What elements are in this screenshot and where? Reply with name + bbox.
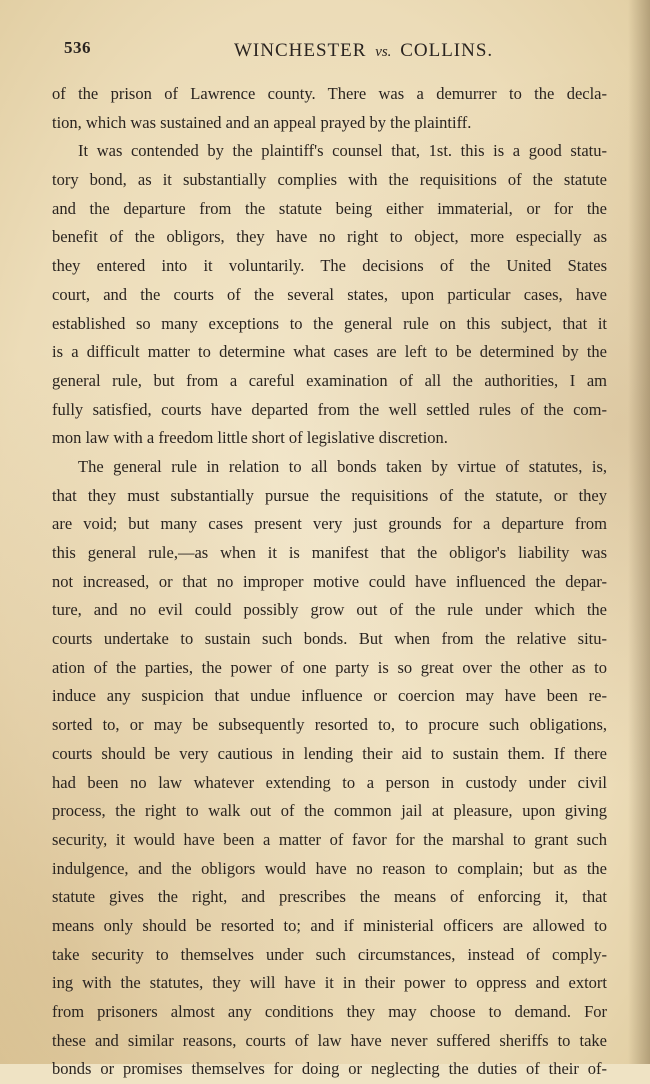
text-line: ation of the parties, the power of one party is so great over the other as to (52, 657, 607, 677)
text-line: take security to themselves under such circumstances, instead of comply- (52, 944, 607, 964)
text-line: process, the right to walk out of the common jail at pleasure, upon giving (52, 801, 607, 821)
text-line: general rule, but from a careful examination of all the authorities, I am (52, 370, 607, 390)
text-line: indulgence, and the obligors would have no reason to complain; but as the (52, 858, 607, 878)
text-line: bonds or promises themselves for doing or neglecting the duties of their of- (52, 1059, 607, 1079)
text-line: established so many exceptions to the general rule on this subject, that it (52, 313, 607, 333)
title-defendant: COLLINS. (400, 40, 494, 61)
text-line: sorted to, or may be subsequently resorted to, to procure such obligations, (52, 715, 607, 735)
body-text (52, 80, 607, 1084)
text-line: It was contended by the plaintiff's counsel that, 1st. this is a good statu- (78, 141, 607, 161)
text-line: of the prison of Lawrence county. There was a demurrer to the decla- (52, 84, 607, 103)
text-line: that they must substantially pursue the requisitions of the statute, or they (52, 485, 607, 505)
page-number: 536 (64, 38, 91, 57)
text-line: benefit of the obligors, they have no right to object, more especially as (52, 227, 607, 247)
text-line: security, it would have been a matter of favor for the marshal to grant such (52, 829, 607, 849)
text-line: from prisoners almost any conditions they may choose to demand. For (52, 1002, 607, 1021)
text-line: is a difficult matter to determine what cases are left to be determined by the (52, 342, 607, 362)
text-line: had been no law whatever extending to a person in custody under civil (52, 772, 607, 792)
text-line: courts should be very cautious in lending their aid to sustain them. If there (52, 743, 607, 763)
text-line: means only should be resorted to; and if ministerial officers are allowed to (52, 915, 607, 935)
text-line: not increased, or that no improper motive could have influenced the depar- (52, 571, 607, 591)
page-edge-shadow (628, 0, 650, 1064)
text-line: they entered into it voluntarily. The decisions of the United States (52, 256, 607, 276)
text-line: statute gives the right, and prescribes the means of enforcing it, that (52, 887, 607, 907)
text-line: court, and the courts of the several states, upon particular cases, have (52, 284, 607, 304)
text-line: mon law with a freedom little short of legislative discretion. (52, 428, 448, 448)
running-header (64, 38, 604, 68)
text-line: ing with the statutes, they will have it in their power to oppress and extort (52, 973, 607, 993)
running-head-title (234, 40, 493, 62)
text-line: this general rule,—as when it is manifest that the obligor's liability was (52, 543, 607, 562)
title-vs: vs. (375, 44, 392, 60)
text-line: induce any suspicion that undue influence or coercion may have been re- (52, 686, 607, 706)
text-line: these and similar reasons, courts of law have never suffered sheriffs to take (52, 1030, 607, 1050)
title-plaintiff: WINCHESTER (234, 40, 367, 61)
text-line: The general rule in relation to all bonds taken by virtue of statutes, is, (78, 456, 607, 476)
text-line: ture, and no evil could possibly grow out of the rule under which the (52, 600, 607, 620)
text-line: tion, which was sustained and an appeal prayed by the plaintiff. (52, 112, 472, 132)
text-line: are void; but many cases present very just grounds for a departure from (52, 514, 607, 534)
text-line: courts undertake to sustain such bonds. But when from the relative situ- (52, 629, 607, 649)
text-line: and the departure from the statute being either immaterial, or for the (52, 198, 607, 218)
text-line: tory bond, as it substantially complies with the requisitions of the statute (52, 170, 607, 190)
text-line: fully satisfied, courts have departed from the well settled rules of the com- (52, 399, 607, 419)
